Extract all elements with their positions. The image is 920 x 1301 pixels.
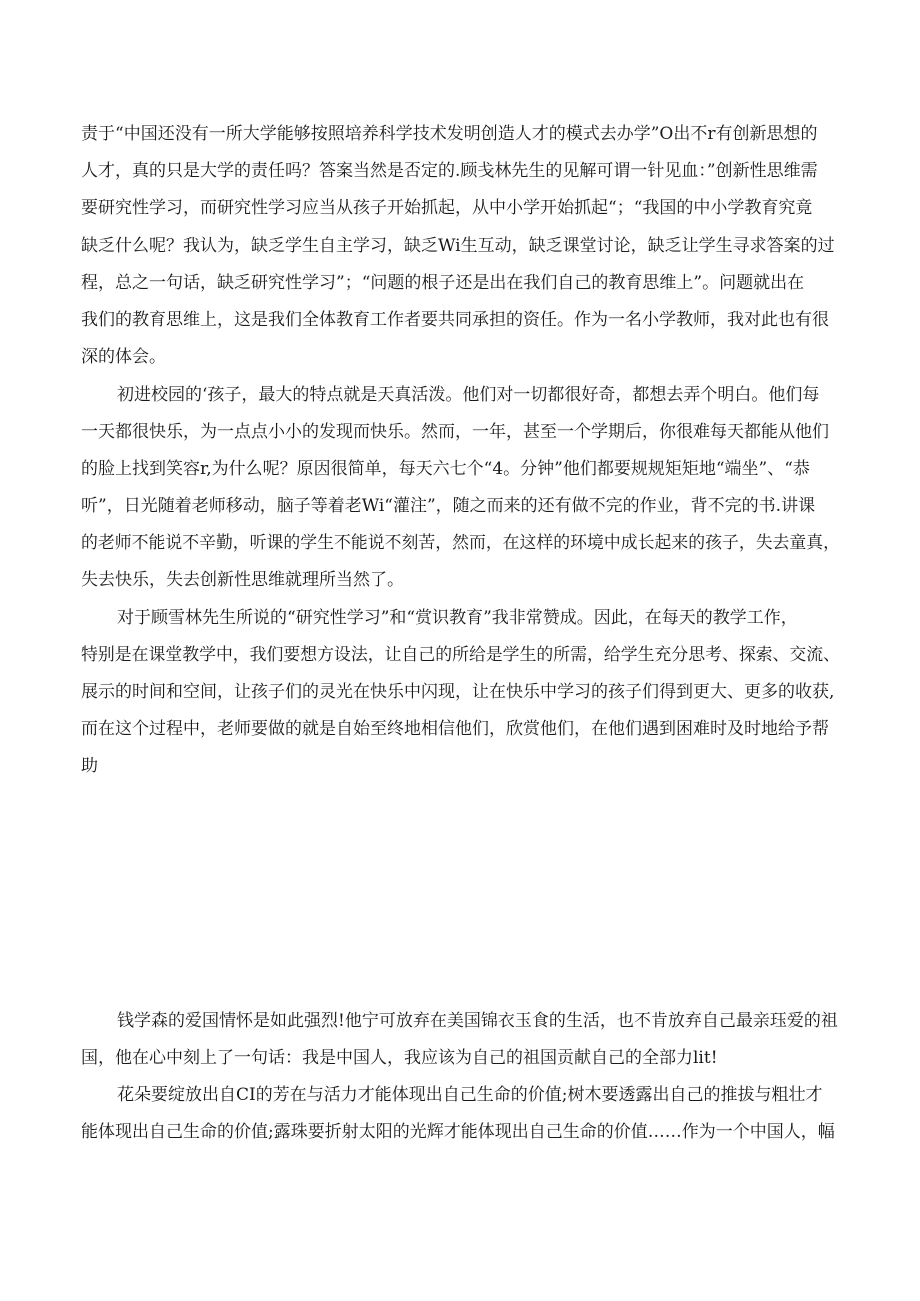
text-line: 特别是在课堂教学中，我们要想方设法，让自己的所给是学生的所需，给学生充分思考、探索、交流、	[81, 645, 841, 665]
text-line: 展示的时间和空间，让孩子们的灵光在快乐中闪现，让在快乐中学习的孩子们得到更大、更多的收获,	[81, 682, 835, 702]
text-line: 花朵要绽放出自CI的芳在与活力才能体现出自己生命的价值;树木要透露出自己的推拔与粗壮才	[117, 1085, 823, 1105]
text-line: 初进校园的‘孩子，最大的特点就是天真活泼。他们对一切都很好奇，都想去弄个明白。他们每	[117, 385, 820, 405]
text-line: 钱学森的爱国情怀是如此强烈!他宁可放弃在美国锦衣玉食的生活，也不肯放弃自己最亲珏爱的祖	[117, 1011, 838, 1031]
text-line: 程，总之一句话，缺乏研究性学习”；“问题的根子还是出在我们自己的教育思维上”。问题就出在	[81, 273, 805, 293]
text-line: 听”，日光随着老师移动，脑子等着老Wi“灌注”，随之而来的还有做不完的作业，背不完的书.讲课	[81, 496, 816, 516]
text-line: 能体现出自己生命的价值;露珠要折射太阳的光辉才能体现出自己生命的价值……作为一个中国人，幅	[81, 1122, 835, 1142]
text-line: 责于“中国还没有一所大学能够按照培养科学技术发明创造人才的模式去办学”O出不r有创新思想的	[81, 124, 818, 144]
text-line: 国，他在心中刻上了一句话：我是中国人，我应该为自己的祖国贡献自己的全部力lit!	[81, 1048, 718, 1068]
text-line: 人才，真的只是大学的责任吗？答案当然是否定的.顾戋林先生的见解可谓一针见血：”创新性思维需	[81, 161, 818, 181]
text-line: 助	[81, 756, 98, 776]
text-line: 失去快乐，失去创新性思维就理所当然了。	[81, 570, 404, 590]
text-line: 要研究性学习，而研究性学习应当从孩子开始抓起，从中小学开始抓起“；“我国的中小学教育究竟	[81, 198, 813, 218]
text-line: 一天都很快乐，为一点点小小的发现而快乐。然而，一年，甚至一个学期后，你很难每天都能从他们	[81, 422, 829, 442]
text-line: 我们的教育思维上，这是我们全体教育工作者要共同承担的资任。作为一名小学教师，我对此也有很	[81, 310, 829, 330]
text-line: 的脸上找到笑容r,为什么呢？原因很简单，每天六七个“4。分钟”他们都要规规矩矩地“端坐”、“恭	[81, 459, 810, 479]
text-line: 对于顾雪林先生所说的“研究性学习”和“赏识教育”我非常赞成。因此，在每天的教学工作，	[117, 608, 798, 628]
text-line: 缺乏什么呢？我认为，缺乏学生自主学习，缺乏Wi生互动，缺乏课堂讨论，缺乏让学生寻求答案的过	[81, 236, 835, 256]
text-line: 而在这个过程中，老师要做的就是自始至终地相信他们，欣赏他们，在他们遇到困难时及时地给予帮	[81, 719, 829, 739]
text-line: 的老师不能说不辛勤，听课的学生不能说不刻苦，然而，在这样的环境中成长起来的孩子，失去童真，	[81, 533, 841, 553]
text-line: 深的体会。	[81, 347, 166, 367]
